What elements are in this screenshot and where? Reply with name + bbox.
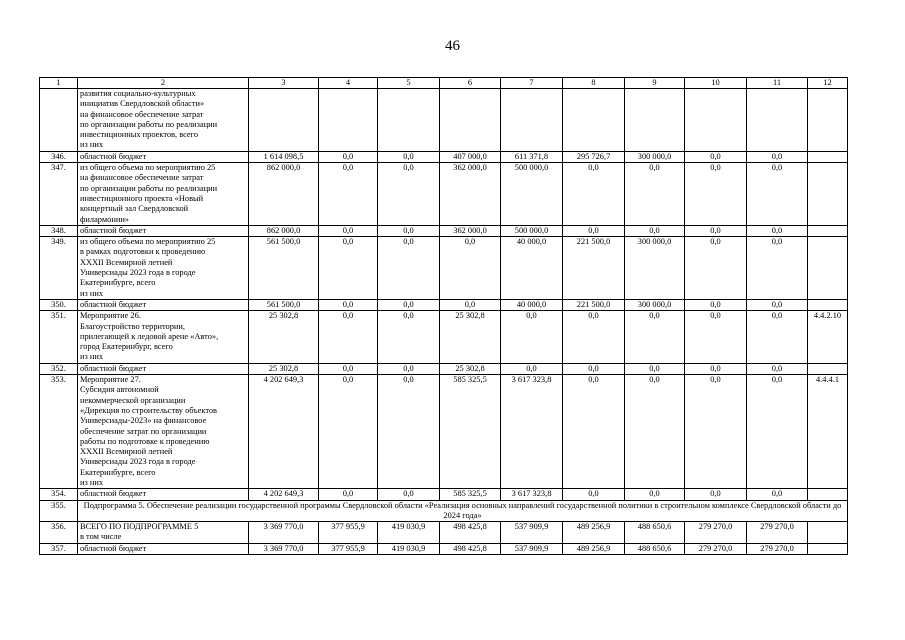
table-row [40,522,848,544]
value-cell: 407 000,0 [440,151,501,162]
row-number: 352. [40,363,78,374]
column-header: 11 [747,78,808,89]
target-indicator: 4.4.2.10 [808,311,848,363]
target-indicator [808,237,848,300]
target-indicator [808,363,848,374]
value-cell: 0,0 [319,489,378,500]
row-number: 355. [40,500,78,522]
value-cell: 0,0 [625,163,685,226]
value-cell: 0,0 [319,163,378,226]
value-cell: 585 325,5 [440,489,501,500]
value-cell: 0,0 [685,237,747,300]
value-cell: 3 617 323,8 [501,375,563,489]
target-indicator [808,299,848,310]
value-cell: 0,0 [378,489,440,500]
target-indicator: 4.4.4.1 [808,375,848,489]
column-header: 8 [563,78,625,89]
value-cell: 500 000,0 [501,163,563,226]
value-cell: 0,0 [563,363,625,374]
value-cell: 0,0 [319,225,378,236]
value-cell: 4 202 649,3 [249,489,319,500]
value-cell: 279 270,0 [685,543,747,554]
value-cell: 0,0 [563,311,625,363]
row-number: 350. [40,299,78,310]
row-name: областной бюджет [78,299,249,310]
value-cell: 0,0 [685,151,747,162]
value-cell: 40 000,0 [501,299,563,310]
value-cell: 0,0 [563,163,625,226]
value-cell: 0,0 [685,163,747,226]
row-number [40,89,78,152]
value-cell: 0,0 [625,375,685,489]
value-cell: 500 000,0 [501,225,563,236]
value-cell: 0,0 [378,163,440,226]
value-cell: 488 650,6 [625,543,685,554]
value-cell: 279 270,0 [685,522,747,544]
value-cell: 419 030,9 [378,543,440,554]
value-cell: 0,0 [501,311,563,363]
value-cell: 0,0 [378,375,440,489]
value-cell: 0,0 [378,225,440,236]
target-indicator [808,543,848,554]
row-name: Мероприятие 26. Благоустройство территории, прилегающей к ледовой арене «Авто», город Екатеринбург, всего из них [78,311,249,363]
value-cell: 40 000,0 [501,237,563,300]
column-header: 1 [40,78,78,89]
value-cell: 0,0 [563,375,625,489]
value-cell: 279 270,0 [747,543,808,554]
value-cell: 0,0 [685,363,747,374]
value-cell: 0,0 [625,225,685,236]
header-row [40,78,848,89]
value-cell: 585 325,5 [440,375,501,489]
value-cell: 300 000,0 [625,299,685,310]
value-cell: 0,0 [747,237,808,300]
value-cell: 0,0 [319,237,378,300]
value-cell: 488 650,6 [625,522,685,544]
value-cell: 489 256,9 [563,522,625,544]
value-cell: 0,0 [319,151,378,162]
value-cell: 25 302,8 [440,363,501,374]
table-row [40,237,848,300]
value-cell: 0,0 [378,363,440,374]
column-header: 10 [685,78,747,89]
row-name: ВСЕГО ПО ПОДПРОГРАММЕ 5 в том числе [78,522,249,544]
value-cell: 862 000,0 [249,163,319,226]
column-header: 7 [501,78,563,89]
value-cell: 0,0 [440,237,501,300]
value-cell: 362 000,0 [440,225,501,236]
row-number: 354. [40,489,78,500]
value-cell: 0,0 [625,311,685,363]
row-name: областной бюджет [78,225,249,236]
row-name: областной бюджет [78,151,249,162]
value-cell: 300 000,0 [625,151,685,162]
column-header: 12 [808,78,848,89]
value-cell: 362 000,0 [440,163,501,226]
value-cell: 0,0 [685,375,747,489]
value-cell: 300 000,0 [625,237,685,300]
value-cell: 3 617 323,8 [501,489,563,500]
subprogram-row [40,500,848,522]
value-cell: 0,0 [747,489,808,500]
target-indicator [808,89,848,152]
row-name: из общего объема по мероприятию 25 на финансовое обеспечение затрат по организации работы по реализации инвестиционного проекта «Новый концертный зал Свердловской филармонии» [78,163,249,226]
page-number: 46 [445,38,460,54]
table-row [40,225,848,236]
row-number: 349. [40,237,78,300]
value-cell: 0,0 [378,299,440,310]
target-indicator [808,489,848,500]
value-cell: 0,0 [747,225,808,236]
target-indicator [808,225,848,236]
value-cell: 0,0 [747,299,808,310]
value-cell [378,89,440,152]
value-cell: 221 500,0 [563,237,625,300]
table-row [40,151,848,162]
table-row [40,489,848,500]
value-cell: 4 202 649,3 [249,375,319,489]
column-header: 2 [78,78,249,89]
target-indicator [808,151,848,162]
value-cell [747,89,808,152]
value-cell: 0,0 [378,311,440,363]
column-header: 5 [378,78,440,89]
row-name: областной бюджет [78,363,249,374]
row-number: 357. [40,543,78,554]
value-cell: 25 302,8 [440,311,501,363]
subprogram-title: Подпрограмма 5. Обеспечение реализации государственной программы Свердловской области «Реализация основных направлений государственной политики в строительном комплексе Свердловской области до 2024 года» [78,500,848,522]
table-row [40,311,848,363]
value-cell: 0,0 [440,299,501,310]
table-row [40,89,848,152]
table-row [40,363,848,374]
column-header: 4 [319,78,378,89]
column-header: 6 [440,78,501,89]
value-cell: 498 425,8 [440,543,501,554]
value-cell: 0,0 [319,363,378,374]
value-cell [563,89,625,152]
value-cell: 221 500,0 [563,299,625,310]
value-cell: 0,0 [747,363,808,374]
row-number: 348. [40,225,78,236]
column-header: 3 [249,78,319,89]
value-cell: 0,0 [378,237,440,300]
table-row [40,299,848,310]
row-number: 346. [40,151,78,162]
value-cell: 0,0 [319,311,378,363]
value-cell: 862 000,0 [249,225,319,236]
value-cell: 561 500,0 [249,237,319,300]
table-row [40,375,848,489]
row-number: 353. [40,375,78,489]
value-cell: 1 614 098,5 [249,151,319,162]
value-cell: 0,0 [625,363,685,374]
table-body [40,78,848,555]
value-cell [319,89,378,152]
value-cell: 25 302,8 [249,363,319,374]
row-name: развития социально-культурных инициатив Свердловской области» на финансовое обеспечение затрат по организации работы по реализации инвестиционных проектов, всего из них [78,89,249,152]
table-row [40,543,848,554]
table-row [40,163,848,226]
value-cell: 279 270,0 [747,522,808,544]
budget-table [39,77,848,555]
value-cell: 611 371,8 [501,151,563,162]
row-number: 347. [40,163,78,226]
value-cell: 0,0 [501,363,563,374]
value-cell: 419 030,9 [378,522,440,544]
row-number: 351. [40,311,78,363]
value-cell: 0,0 [563,489,625,500]
value-cell: 0,0 [319,299,378,310]
value-cell: 0,0 [685,299,747,310]
value-cell: 0,0 [378,151,440,162]
column-header: 9 [625,78,685,89]
value-cell: 377 955,9 [319,522,378,544]
value-cell: 295 726,7 [563,151,625,162]
row-name: областной бюджет [78,543,249,554]
row-name: областной бюджет [78,489,249,500]
row-name: из общего объема по мероприятию 25 в рамках подготовки к проведению XXXII Всемирной летней Универсиады 2023 года в городе Екатеринбурге, всего из них [78,237,249,300]
value-cell: 561 500,0 [249,299,319,310]
row-name: Мероприятие 27. Субсидия автономной некоммерческой организации «Дирекция по строительству объектов Универсиады-2023» на финансовое обеспечение затрат по организации работы по подготовке к проведению XXXII Всемирной летней Универсиады 2023 года в городе Екатеринбурге, всего из них [78,375,249,489]
value-cell [501,89,563,152]
value-cell: 3 369 770,0 [249,543,319,554]
value-cell: 0,0 [747,311,808,363]
value-cell: 0,0 [685,489,747,500]
value-cell: 537 909,9 [501,543,563,554]
value-cell: 25 302,8 [249,311,319,363]
value-cell: 489 256,9 [563,543,625,554]
value-cell: 0,0 [563,225,625,236]
value-cell [685,89,747,152]
row-number: 356. [40,522,78,544]
value-cell [249,89,319,152]
value-cell: 0,0 [747,375,808,489]
value-cell [440,89,501,152]
value-cell: 0,0 [685,225,747,236]
value-cell: 0,0 [747,151,808,162]
value-cell: 0,0 [319,375,378,489]
value-cell: 377 955,9 [319,543,378,554]
target-indicator [808,522,848,544]
value-cell: 537 909,9 [501,522,563,544]
value-cell: 0,0 [625,489,685,500]
value-cell: 0,0 [685,311,747,363]
target-indicator [808,163,848,226]
value-cell: 3 369 770,0 [249,522,319,544]
value-cell: 498 425,8 [440,522,501,544]
value-cell [625,89,685,152]
value-cell: 0,0 [747,163,808,226]
